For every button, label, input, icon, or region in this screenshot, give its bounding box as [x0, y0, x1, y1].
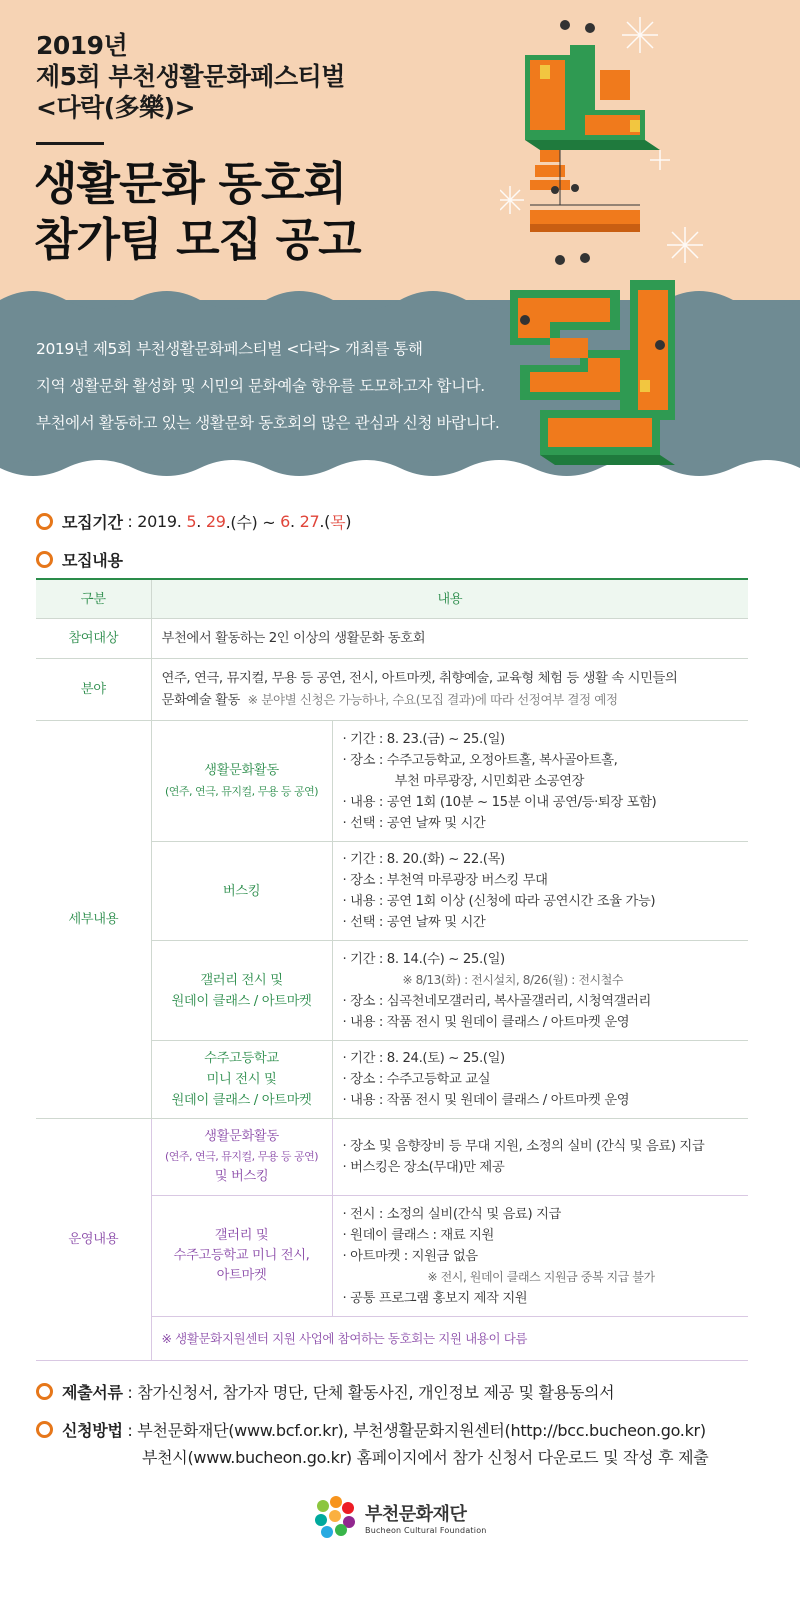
detail-1-sub: (연주, 연극, 뮤지컬, 무용 등 공연) [164, 785, 319, 798]
period-start-weekday: .(수) ~ [225, 513, 281, 532]
period-dot2: . [290, 512, 300, 531]
intro-line-2: 지역 생활문화 활성화 및 시민의 문화예술 향유를 도모하고자 합니다. [36, 377, 485, 395]
detail-3-title: 갤러리 전시 및 [200, 972, 283, 988]
foundation-logo [311, 1494, 487, 1540]
intro-line-1: 2019년 제5회 부천생활문화페스티벌 <다락> 개최를 통해 [36, 340, 423, 358]
row-text-target: 부천에서 활동하는 2인 이상의 생활문화 동호회 [151, 619, 748, 659]
documents-label: 제출서류 [62, 1383, 123, 1402]
table-row [36, 619, 748, 659]
festival-subtitle: <다락(多樂)> [36, 93, 196, 122]
op-2-line: · 공통 프로그램 홍보지 제작 지원 [342, 1290, 528, 1306]
table-row [36, 721, 748, 842]
detail-3-body [332, 941, 748, 1041]
period-start-month: 5 [186, 512, 197, 531]
detail-3-name [151, 941, 332, 1041]
page-title-line2: 참가팀 모집 공고 [34, 213, 361, 266]
op-2-body [332, 1196, 748, 1317]
period-end-weekday: 목 [330, 513, 346, 532]
header-content: 내용 [151, 579, 748, 619]
recruit-content-heading [36, 548, 123, 571]
op-1-line: · 장소 및 음향장비 등 무대 지원, 소정의 실비 (간식 및 음료) 지급 [342, 1139, 705, 1154]
detail-1-title: 생활문화활동 [204, 763, 279, 778]
detail-4-line: · 내용 : 작품 전시 및 원데이 클래스 / 아트마켓 운영 [342, 1093, 630, 1108]
festival-heading: 제5회 부천생활문화페스티벌 [36, 62, 345, 91]
content-label: 모집내용 [62, 551, 123, 570]
period-end-month: 6 [280, 512, 291, 531]
op-1-sub: (연주, 연극, 뮤지컬, 무용 등 공연) [164, 1150, 319, 1163]
field-text-2-wrap [162, 689, 739, 711]
detail-1-body [332, 721, 748, 842]
detail-1-name [151, 721, 332, 842]
detail-1-line: · 선택 : 공연 날짜 및 시간 [342, 815, 486, 831]
detail-2-line: · 선택 : 공연 날짜 및 시간 [342, 915, 486, 930]
header-category: 구분 [36, 579, 151, 619]
row-label-target: 참여대상 [36, 619, 151, 659]
foundation-name-kr: 부천문화재단 [365, 1503, 467, 1525]
apply-section [36, 1418, 706, 1441]
period-end-weekday-close: ) [345, 512, 352, 531]
detail-1-line: · 내용 : 공연 1회 (10분 ~ 15분 이내 공연/등·퇴장 포함) [342, 794, 657, 810]
detail-3-line: · 장소 : 심곡천네모갤러리, 복사골갤러리, 시청역갤러리 [342, 993, 651, 1009]
period-start-day: 29 [205, 512, 226, 531]
op-2-note: ※ 전시, 원데이 클래스 지원금 중복 지급 불가 [427, 1269, 655, 1284]
foundation-name-en: Bucheon Cultural Foundation [365, 1525, 487, 1535]
heading-rule [36, 142, 104, 145]
apply-text-1: : 부천문화재단(www.bcf.or.kr), 부천생활문화지원센터(http://bcc.bucheon.go.kr) [122, 1421, 706, 1440]
period-end-weekday-open: .( [319, 512, 331, 531]
detail-4-title: 미니 전시 및 [206, 1072, 277, 1087]
period-label: 모집기간 [62, 513, 123, 532]
circle-bullet-icon [36, 1421, 53, 1438]
detail-2-body [332, 842, 748, 941]
detail-1-line: · 장소 : 수주고등학교, 오정아트홀, 복사골아트홀, [342, 752, 618, 768]
detail-4-title: 원데이 클래스 / 아트마켓 [171, 1093, 312, 1108]
op-2-name [151, 1196, 332, 1317]
detail-4-title: 수주고등학교 [204, 1051, 279, 1066]
period-sep: : 2019. [122, 512, 187, 531]
table-row [36, 659, 748, 721]
intro-line-3: 부천에서 활동하고 있는 생활문화 동호회의 많은 관심과 신청 바랍니다. [36, 414, 500, 432]
apply-label: 신청방법 [62, 1421, 123, 1440]
field-note: ※ 분야별 신청은 가능하나, 수요(모집 결과)에 따라 선정여부 결정 예정 [247, 692, 618, 707]
op-2-title: 갤러리 및 [214, 1228, 269, 1243]
op-2-line: · 아트마켓 : 지원금 없음 [342, 1248, 478, 1264]
detail-3-note: ※ 8/13(화) : 전시설치, 8/26(월) : 전시철수 [402, 972, 624, 987]
detail-3-line: · 내용 : 작품 전시 및 원데이 클래스 / 아트마켓 운영 [342, 1014, 630, 1030]
page-title-line1: 생활문화 동호회 [34, 157, 346, 210]
circle-bullet-icon [36, 1383, 53, 1400]
op-1-body [332, 1119, 748, 1196]
period-end-day: 27 [299, 512, 320, 531]
op-1-title: 및 버스킹 [214, 1169, 269, 1184]
year-heading: 2019년 [36, 31, 128, 60]
op-1-name [151, 1119, 332, 1196]
detail-2-line: · 장소 : 부천역 마루광장 버스킹 무대 [342, 873, 548, 888]
recruit-table [36, 578, 748, 1361]
apply-text-2: 부천시(www.bucheon.go.kr) 홈페이지에서 참가 신청서 다운로드 및 작성 후 제출 [142, 1448, 709, 1467]
table-row [36, 1119, 748, 1196]
op-2-line: · 전시 : 소정의 실비(간식 및 음료) 지급 [342, 1206, 561, 1222]
foundation-logo-icon [311, 1494, 359, 1540]
field-text-1: 연주, 연극, 뮤지컬, 무용 등 공연, 전시, 아트마켓, 취향예술, 교육형 체험 등 생활 속 시민들의 [161, 671, 678, 686]
row-label-operation: 운영내용 [36, 1119, 151, 1361]
detail-1-line: 부천 마루광장, 시민회관 소공연장 [394, 773, 585, 789]
op-1-line: · 버스킹은 장소(무대)만 제공 [342, 1160, 505, 1175]
documents-section [36, 1380, 614, 1403]
detail-4-line: · 기간 : 8. 24.(토) ~ 25.(일) [342, 1051, 505, 1066]
row-label-detail: 세부내용 [36, 721, 151, 1119]
circle-bullet-icon [36, 551, 53, 568]
op-2-title: 아트마켓 [216, 1268, 267, 1283]
detail-1-line: · 기간 : 8. 23.(금) ~ 25.(일) [342, 731, 505, 747]
recruit-period [36, 510, 351, 533]
detail-2-line: · 기간 : 8. 20.(화) ~ 22.(목) [342, 852, 505, 867]
row-label-field: 분야 [36, 659, 151, 721]
op-1-title: 생활문화활동 [204, 1129, 279, 1144]
detail-4-name [151, 1041, 332, 1119]
op-2-line: · 원데이 클래스 : 재료 지원 [342, 1227, 494, 1243]
table-header-row [36, 579, 748, 619]
detail-3-title: 원데이 클래스 / 아트마켓 [171, 993, 312, 1009]
period-dot1: . [196, 512, 206, 531]
detail-4-body [332, 1041, 748, 1119]
detail-2-name: 버스킹 [151, 842, 332, 941]
op-note: ※ 생활문화지원센터 지원 사업에 참여하는 동호회는 지원 내용이 다름 [151, 1317, 748, 1361]
detail-2-line: · 내용 : 공연 1회 이상 (신청에 따라 공연시간 조율 가능) [342, 894, 656, 909]
row-text-field [151, 659, 748, 721]
circle-bullet-icon [36, 513, 53, 530]
documents-text: : 참가신청서, 참가자 명단, 단체 활동사진, 개인정보 제공 및 활용동의서 [122, 1383, 615, 1402]
detail-3-line: · 기간 : 8. 14.(수) ~ 25.(일) [342, 951, 505, 967]
detail-4-line: · 장소 : 수주고등학교 교실 [342, 1072, 491, 1087]
field-text-2: 문화예술 활동 [161, 693, 240, 708]
festival-illustration [500, 0, 800, 485]
op-2-title: 수주고등학교 미니 전시, [173, 1248, 310, 1263]
foundation-logo-text [365, 1500, 487, 1535]
